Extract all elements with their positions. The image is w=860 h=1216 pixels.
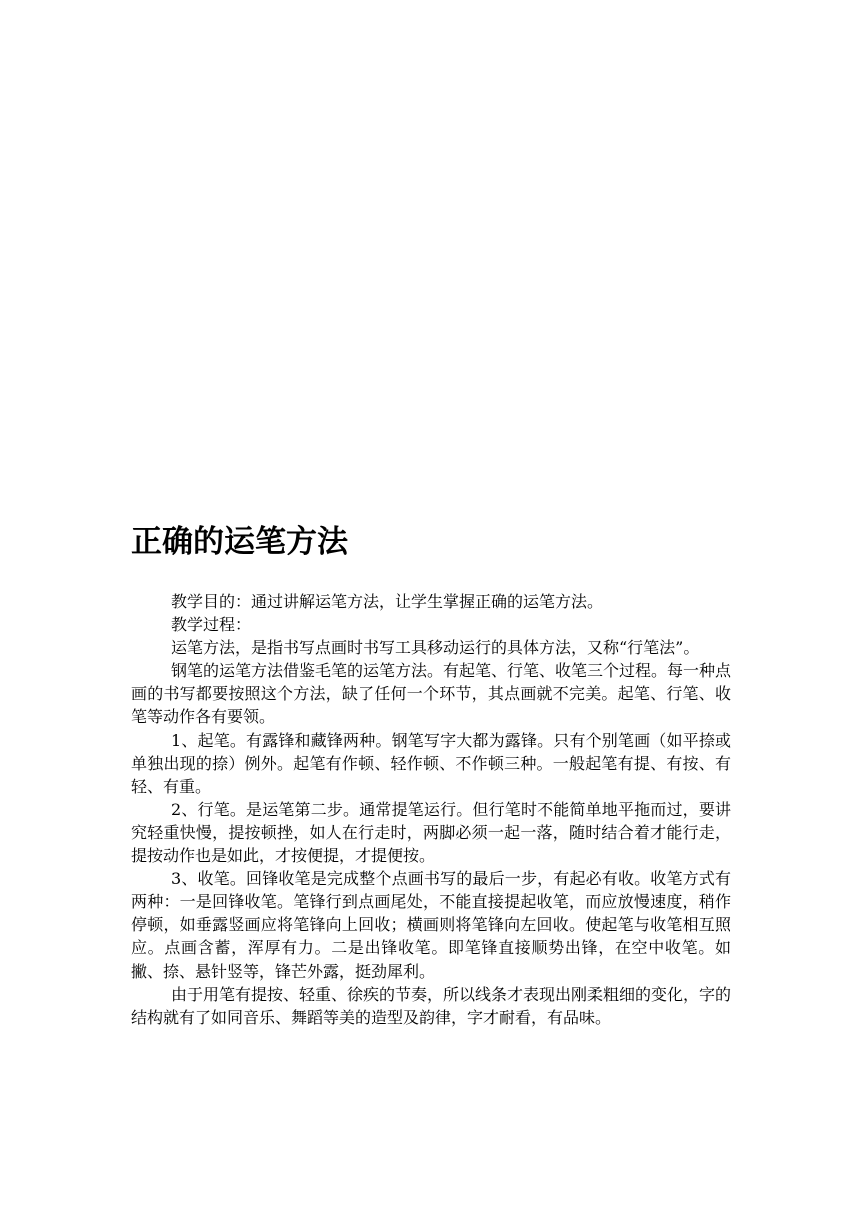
paragraph-overview: 钢笔的运笔方法借鉴毛笔的运笔方法。有起笔、行笔、收笔三个过程。每一种点画的书写都要按照这个方法，缺了任何一个环节，其点画就不完美。起笔、行笔、收笔等动作各有要领。 xyxy=(131,661,732,727)
paragraph-definition: 运笔方法，是指书写点画时书写工具移动运行的具体方法，又称“行笔法”。 xyxy=(171,638,700,658)
paragraph-conclusion: 由于用笔有提按、轻重、徐疾的节奏，所以线条才表现出刚柔粗细的变化，字的结构就有了如同音乐、舞蹈等美的造型及韵律，字才耐看，有品味。 xyxy=(131,984,732,1027)
paragraph-shoubi: 3、收笔。回锋收笔是完成整个点画书写的最后一步，有起必有收。收笔方式有两种：一是回锋收笔。笔锋行到点画尾处，不能直接提起收笔，而应放慢速度，稍作停顿，如垂露竖画应将笔锋向上回收；横画则将笔锋向左回收。使起笔与收笔相互照应。点画含蓄，浑厚有力。二是出锋收笔。即笔锋直接顺势出锋，在空中收笔。如撇、捺、悬针竖等，锋芒外露，挺劲犀利。 xyxy=(131,869,731,981)
paragraph-teaching-process: 教学过程： xyxy=(171,615,252,635)
page-title: 正确的运笔方法 xyxy=(131,524,348,560)
paragraph-qibi: 1、起笔。有露锋和藏锋两种。钢笔写字大都为露锋。只有个别笔画（如平捺或单独出现的捺）例外。起笔有作顿、轻作顿、不作顿三种。一般起笔有提、有按、有轻、有重。 xyxy=(131,730,731,796)
paragraph-xingbi: 2、行笔。是运笔第二步。通常提笔运行。但行笔时不能简单地平拖而过，要讲究轻重快慢，提按顿挫，如人在行走时，两脚必须一起一落，随时结合着才能行走，提按动作也是如此，才按便提，才提便按。 xyxy=(131,799,731,866)
paragraph-teaching-goal: 教学目的：通过讲解运笔方法，让学生掌握正确的运笔方法。 xyxy=(171,592,604,611)
document-body xyxy=(131,590,731,1029)
